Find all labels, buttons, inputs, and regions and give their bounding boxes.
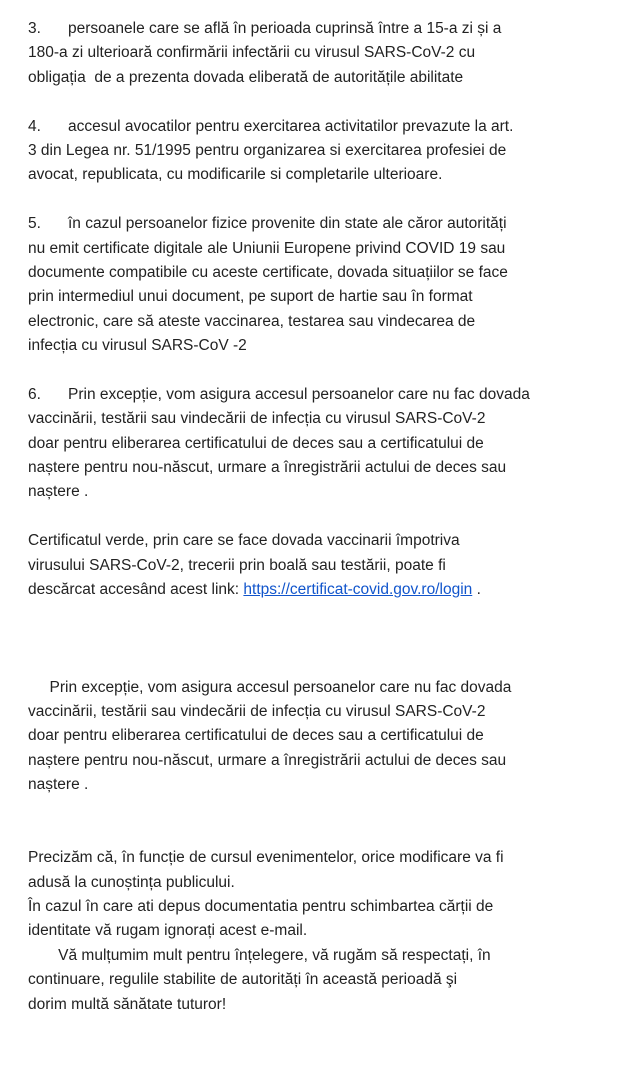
spacer <box>28 651 618 675</box>
list-text-line: electronic, care să ateste vaccinarea, testarea sau vindecarea de <box>28 312 476 330</box>
exception-paragraph <box>28 676 618 798</box>
spacer <box>28 188 618 212</box>
link-suffix: . <box>472 580 481 598</box>
spacer <box>28 627 618 651</box>
list-text-line: avocat, republicata, cu modificarile si completarile ulterioare. <box>28 166 443 184</box>
paragraph-line: adusă la cunoștința publicului. <box>28 873 235 891</box>
list-text-line: documente compatibile cu aceste certificate, dovada situațiilor se face <box>28 263 508 281</box>
list-text-line: Prin excepție, vom asigura accesul persoanelor care nu fac dovada <box>68 385 530 403</box>
spacer <box>28 90 618 114</box>
paragraph-line: Vă mulțumim mult pentru înțelegere, vă rugăm să respectați, în <box>28 946 491 964</box>
spacer <box>28 505 618 529</box>
paragraph-line: Prin excepție, vom asigura accesul persoanelor care nu fac dovada <box>28 678 512 696</box>
paragraph-line: virusului SARS-CoV-2, trecerii prin boală sau testării, poate fi <box>28 556 446 574</box>
paragraph-line: dorim multă sănătate tuturor! <box>28 995 227 1013</box>
list-number: 6. <box>28 385 41 403</box>
list-item-6 <box>28 383 618 505</box>
list-text-line: 180-a zi ulterioară confirmării infectării cu virusul SARS-CoV-2 cu <box>28 44 476 62</box>
list-item-3 <box>28 17 618 90</box>
list-item-5 <box>28 212 618 358</box>
list-number: 4. <box>28 117 41 135</box>
list-number: 5. <box>28 215 41 233</box>
certificate-paragraph <box>28 529 618 602</box>
paragraph-line: vaccinării, testării sau vindecării de infecția cu virusul SARS-CoV-2 <box>28 702 486 720</box>
paragraph-line: naștere . <box>28 776 89 794</box>
link-prefix: descărcat accesând acest link: <box>28 580 244 598</box>
list-text-line: prin intermediul unui document, pe suport de hartie sau în format <box>28 288 473 306</box>
list-item-4 <box>28 115 618 188</box>
list-text-line: vaccinării, testării sau vindecării de infecția cu virusul SARS-CoV-2 <box>28 410 486 428</box>
paragraph-line: identitate vă rugam ignorați acest e-mail. <box>28 922 308 940</box>
list-number: 3. <box>28 20 41 37</box>
list-text-line: naștere pentru nou-născut, urmare a înregistrării actului de deces sau <box>28 459 507 477</box>
list-text-line: nu emit certificate digitale ale Uniunii Europene privind COVID 19 sau <box>28 239 506 257</box>
certificate-link[interactable]: https://certificat-covid.gov.ro/login <box>243 580 473 598</box>
spacer <box>28 798 618 822</box>
spacer <box>28 602 618 626</box>
paragraph-line: Precizăm că, în funcție de cursul evenimentelor, orice modificare va fi <box>28 849 504 867</box>
list-text-line: infecția cu virusul SARS-CoV -2 <box>28 337 247 355</box>
spacer <box>28 822 618 846</box>
list-text-line: 3 din Legea nr. 51/1995 pentru organizarea si exercitarea profesiei de <box>28 141 507 159</box>
list-text-line: persoanele care se află în perioada cuprinsă între a 15-a zi și a <box>68 20 502 37</box>
paragraph-line: naștere pentru nou-născut, urmare a înregistrării actului de deces sau <box>28 751 507 769</box>
list-text-line: doar pentru eliberarea certificatului de deces sau a certificatului de <box>28 434 484 452</box>
list-text-line: în cazul persoanelor fizice provenite din state ale căror autorități <box>68 215 507 233</box>
paragraph-line: doar pentru eliberarea certificatului de deces sau a certificatului de <box>28 727 484 745</box>
closing-paragraph <box>28 846 618 1017</box>
list-text-line: obligația de a prezenta dovada eliberată de autoritățile abilitate <box>28 68 464 86</box>
list-text-line: naștere . <box>28 483 89 501</box>
paragraph-line: continuare, regulile stabilite de autorități în această perioadă şi <box>28 971 458 989</box>
list-text-line: accesul avocatilor pentru exercitarea activitatilor prevazute la art. <box>68 117 514 135</box>
spacer <box>28 358 618 382</box>
paragraph-line: În cazul în care ati depus documentatia pentru schimbartea cărții de <box>28 898 494 916</box>
paragraph-line: Certificatul verde, prin care se face dovada vaccinarii împotriva <box>28 532 460 550</box>
email-body <box>28 17 618 1017</box>
